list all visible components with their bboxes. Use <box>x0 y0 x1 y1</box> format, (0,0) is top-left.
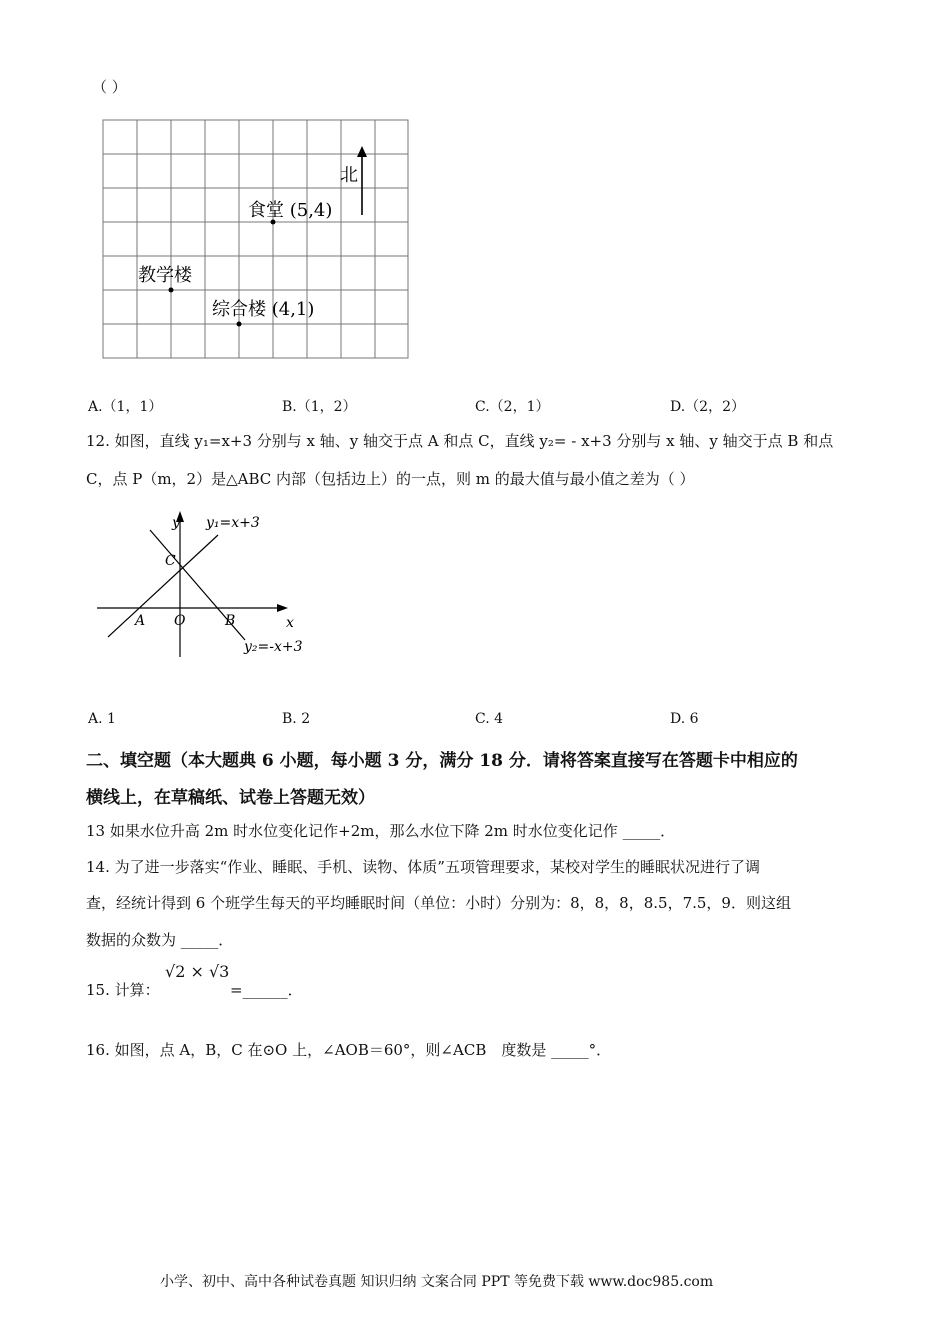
q14-line1: 14. 为了进一步落实“作业、睡眠、手机、读物、体质”五项管理要求，某校对学生的睡眠状况进行了调 <box>86 858 760 876</box>
option-d[interactable]: D. 6 <box>670 711 699 727</box>
linear-functions-figure <box>90 505 320 665</box>
answer-paren: （ ） <box>92 78 127 96</box>
option-b[interactable]: B.（1，2） <box>282 399 357 415</box>
option-d[interactable]: D.（2，2） <box>670 399 745 415</box>
teaching-label: 教学楼 <box>138 265 192 286</box>
point-b-label: B <box>225 613 236 629</box>
y1-label: y₁=x+3 <box>206 515 260 531</box>
option-c[interactable]: C.（2，1） <box>475 399 550 415</box>
teaching-point <box>169 288 174 293</box>
footer: 小学、初中、高中各种试卷真题 知识归纳 文案合同 PPT 等免费下载 www.doc985.com <box>160 1274 714 1290</box>
complex-point <box>237 322 242 327</box>
x-axis-label: x <box>286 615 294 631</box>
option-c[interactable]: C. 4 <box>475 711 504 727</box>
north-label: 北 <box>340 165 358 186</box>
canteen-label: 食堂 (5,4) <box>248 200 333 221</box>
point-c-label: C <box>165 553 176 569</box>
point-o-label: O <box>174 613 186 629</box>
y-axis-label: y <box>172 515 180 531</box>
campus-grid-figure <box>100 117 420 363</box>
q15-expression: √2 × √3 <box>165 962 230 981</box>
section-heading-line2: 横线上，在草稿纸、试卷上答题无效） <box>86 788 375 808</box>
y2-label: y₂=-x+3 <box>244 639 303 655</box>
q12-line2: C，点 P（m，2）是△ABC 内部（包括边上）的一点，则 m 的最大值与最小值之差为（ ） <box>86 470 695 488</box>
option-b[interactable]: B. 2 <box>282 711 311 727</box>
q13: 13 如果水位升高 2m 时水位变化记作+2m，那么水位下降 2m 时水位变化记作 _____． <box>86 822 676 840</box>
section-heading-line1: 二、填空题（本大题典 6 小题，每小题 3 分，满分 18 分．请将答案直接写在答题卡中相应的 <box>86 751 798 771</box>
q12-line1: 12. 如图，直线 y₁=x+3 分别与 x 轴、y 轴交于点 A 和点 C，直线 y₂= - x+3 分别与 x 轴、y 轴交于点 B 和点 <box>86 432 834 450</box>
q14-line3: 数据的众数为 _____． <box>86 931 234 949</box>
option-a[interactable]: A. 1 <box>88 711 116 727</box>
option-a[interactable]: A.（1，1） <box>88 399 163 415</box>
complex-label: 综合楼 (4,1) <box>212 299 315 320</box>
point-a-label: A <box>135 613 146 629</box>
q16: 16. 如图，点 A，B，C 在⊙O 上，∠AOB＝60°，则∠ACB 度数是 _____°． <box>86 1041 612 1059</box>
q15-prefix: 15. 计算： <box>86 981 160 999</box>
q15-suffix: =______． <box>230 981 303 999</box>
q14-line2: 查，经统计得到 6 个班学生每天的平均睡眠时间（单位：小时）分别为：8，8，8，8.5，7.5，9．则这组 <box>86 894 791 912</box>
